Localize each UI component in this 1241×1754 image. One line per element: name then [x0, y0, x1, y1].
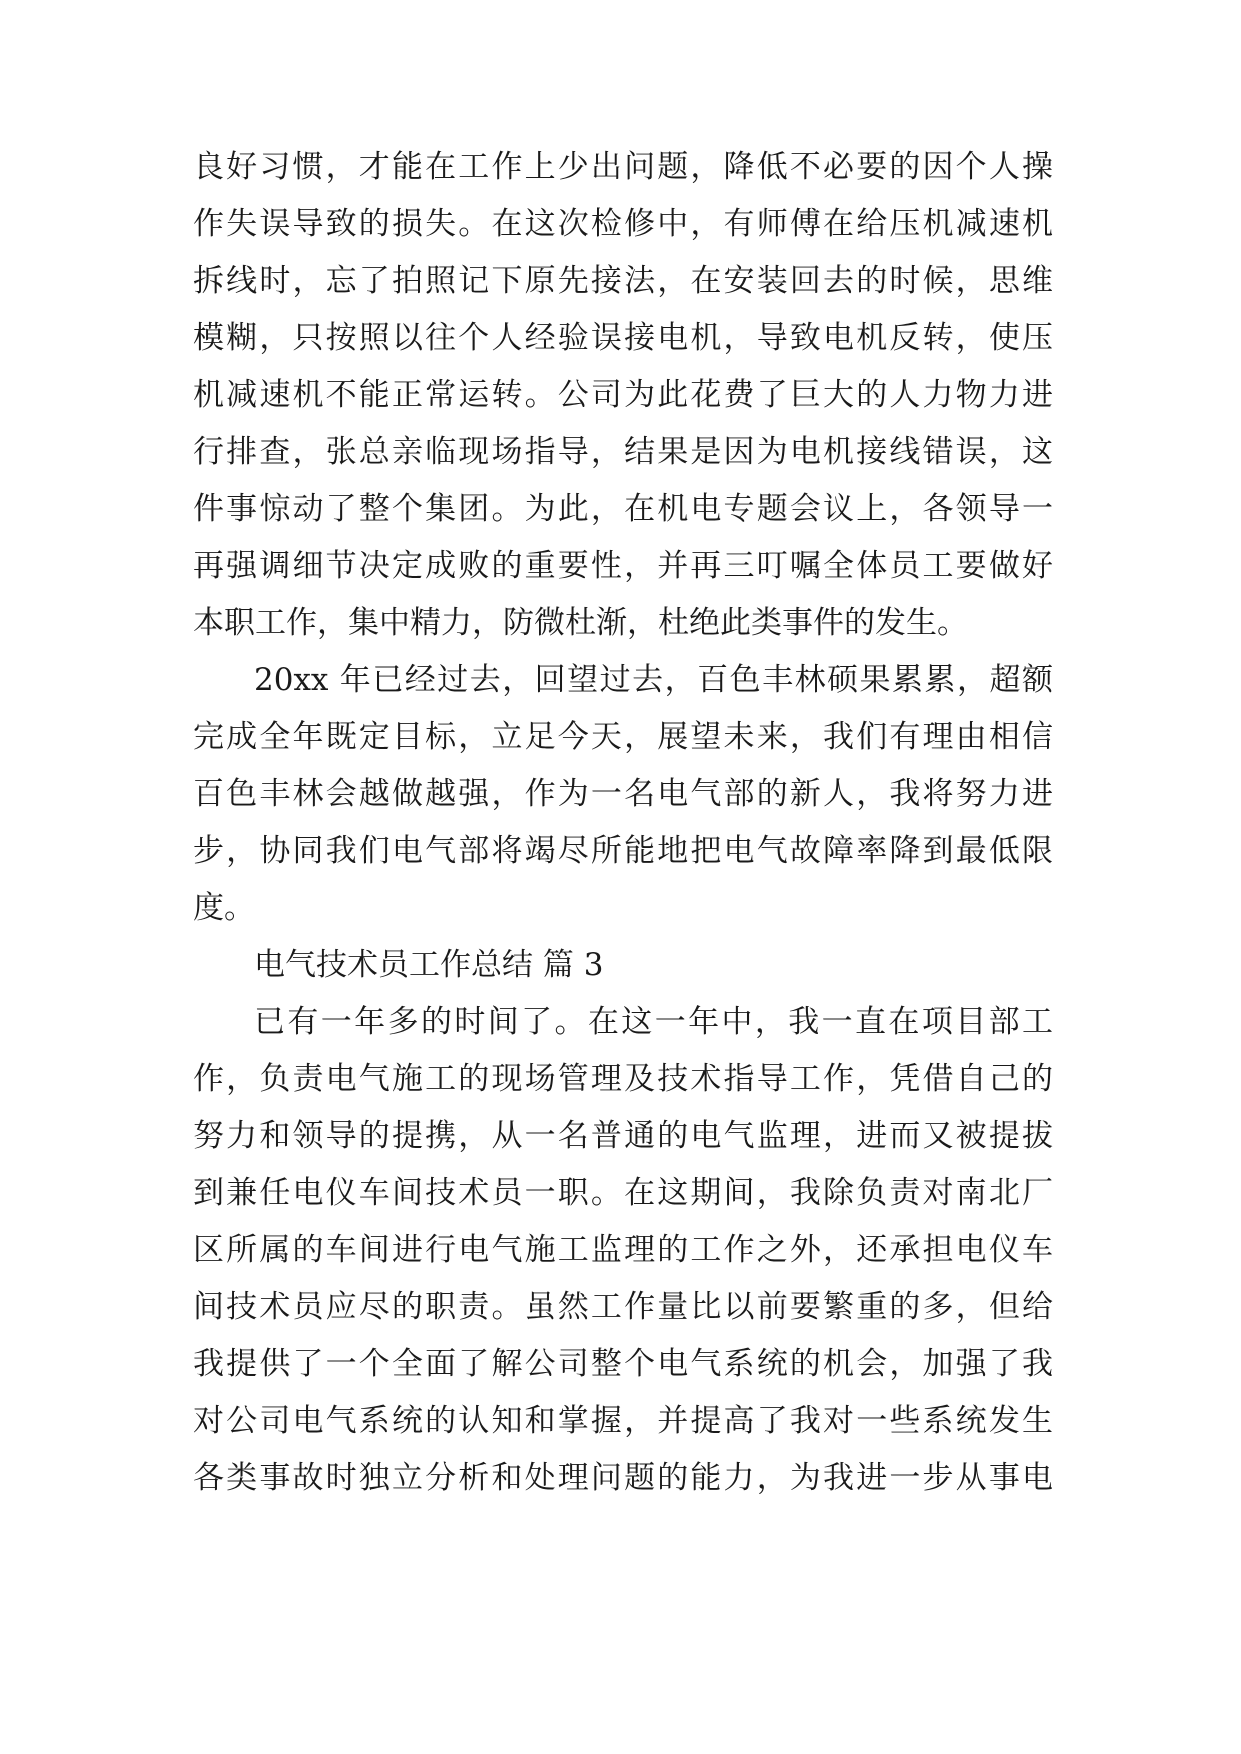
- paragraph-first-line: 已有一年多的时间了。在这一年中，我一直在项目部工: [254, 1004, 1053, 1040]
- text-line: 度。: [193, 890, 255, 926]
- text-line: 完成全年既定目标，立足今天，展望未来，我们有理由相信: [193, 719, 1053, 755]
- text-line: 各类事故时独立分析和处理问题的能力，为我进一步从事电: [193, 1460, 1053, 1496]
- text-line: 努力和领导的提携，从一名普通的电气监理，进而又被提拔: [193, 1118, 1053, 1154]
- text-line: 对公司电气系统的认知和掌握，并提高了我对一些系统发生: [193, 1403, 1053, 1439]
- paragraph-first-line: 20xx 年已经过去，回望过去，百色丰林硕果累累，超额: [254, 662, 1053, 698]
- text-line: 区所属的车间进行电气施工监理的工作之外，还承担电仪车: [193, 1232, 1053, 1268]
- text-line: 本职工作，集中精力，防微杜渐，杜绝此类事件的发生。: [193, 605, 968, 641]
- text-line: 到兼任电仪车间技术员一职。在这期间，我除负责对南北厂: [193, 1175, 1053, 1211]
- text-line: 机减速机不能正常运转。公司为此花费了巨大的人力物力进: [193, 377, 1053, 413]
- text-line: 良好习惯，才能在工作上少出问题，降低不必要的因个人操: [193, 149, 1053, 185]
- text-line: 步，协同我们电气部将竭尽所能地把电气故障率降到最低限: [193, 833, 1053, 869]
- text-line: 再强调细节决定成败的重要性，并再三叮嘱全体员工要做好: [193, 548, 1053, 584]
- text-line: 我提供了一个全面了解公司整个电气系统的机会，加强了我: [193, 1346, 1053, 1382]
- text-line: 行排查，张总亲临现场指导，结果是因为电机接线错误，这: [193, 434, 1053, 470]
- text-line: 模糊，只按照以往个人经验误接电机，导致电机反转，使压: [193, 320, 1053, 356]
- text-line: 作，负责电气施工的现场管理及技术指导工作，凭借自己的: [193, 1061, 1053, 1097]
- text-line: 间技术员应尽的职责。虽然工作量比以前要繁重的多，但给: [193, 1289, 1053, 1325]
- text-line: 件事惊动了整个集团。为此，在机电专题会议上，各领导一: [193, 491, 1053, 527]
- text-line: 作失误导致的损失。在这次检修中，有师傅在给压机减速机: [193, 206, 1053, 242]
- section-heading: 电气技术员工作总结 篇 3: [254, 947, 604, 983]
- text-line: 拆线时，忘了拍照记下原先接法，在安装回去的时候，思维: [193, 263, 1053, 299]
- text-line: 百色丰林会越做越强，作为一名电气部的新人，我将努力进: [193, 776, 1053, 812]
